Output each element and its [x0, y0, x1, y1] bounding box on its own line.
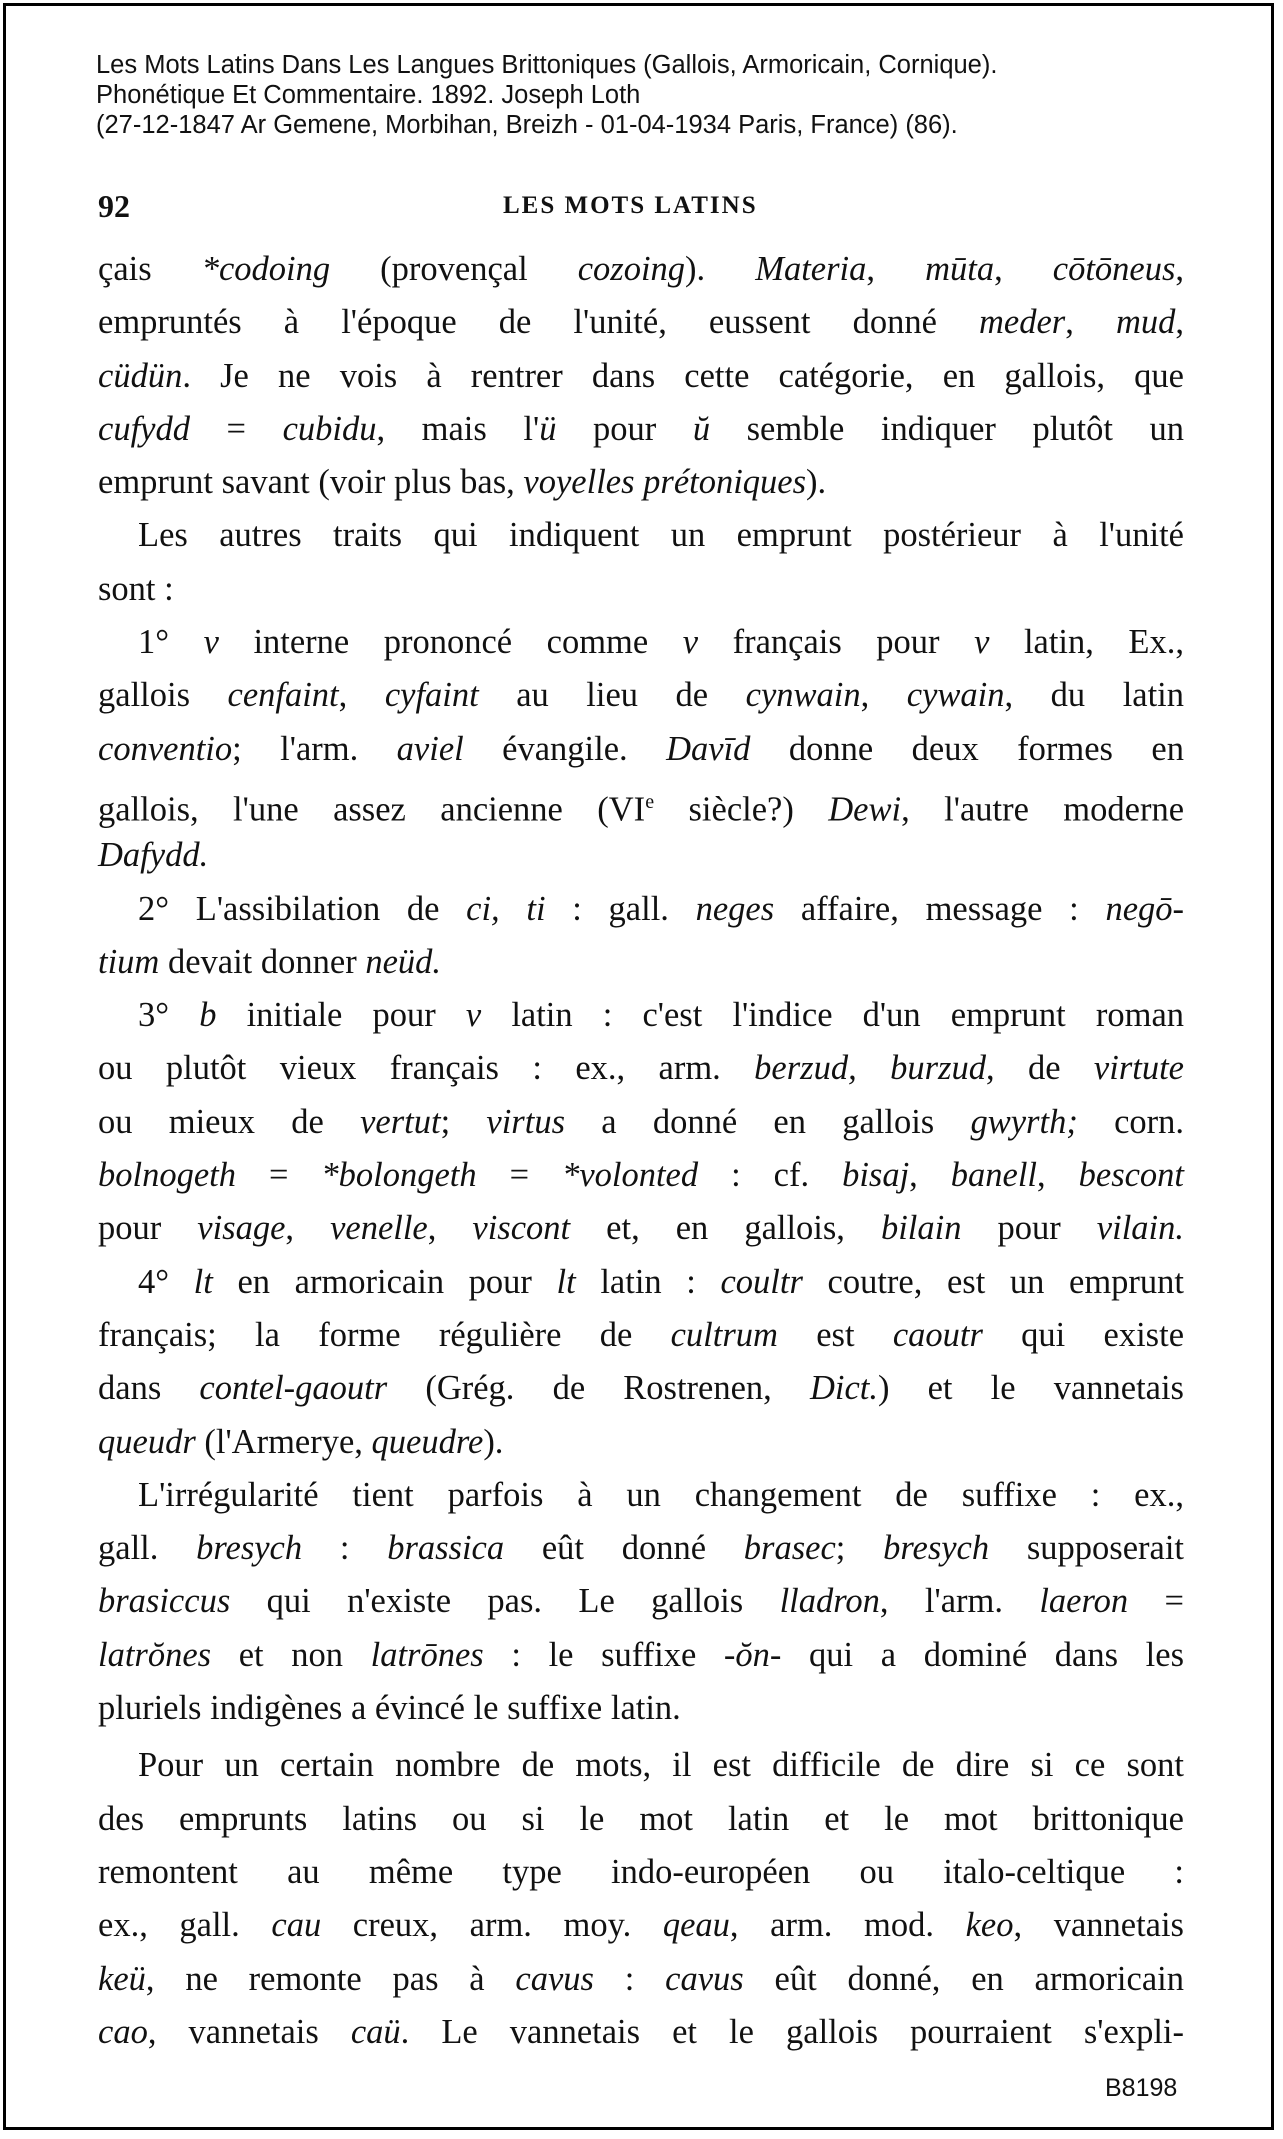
text-line: pluriels indigènes a évincé le suffixe latin.: [98, 1689, 681, 1728]
text-line: cüdün. Je ne vois à rentrer dans cette catégorie, en gallois, que: [98, 356, 1184, 395]
caption-line-1: Les Mots Latins Dans Les Langues Brittoniques (Gallois, Armoricain, Cornique).: [96, 51, 998, 79]
text-line: Pour un certain nombre de mots, il est difficile de dire si ce sont: [138, 1746, 1184, 1785]
text-line: 1° v interne prononcé comme v français pour v latin, Ex.,: [138, 623, 1184, 662]
text-line: gall. bresych : brassica eût donné brasec; bresych supposerait: [98, 1529, 1184, 1568]
text-line: Les autres traits qui indiquent un emprunt postérieur à l'unité: [138, 516, 1184, 555]
body-text: [98, 243, 1184, 2059]
caption-line-2: Phonétique Et Commentaire. 1892. Joseph Loth: [96, 81, 641, 109]
text-line: cufydd = cubidu, mais l'ü pour ŭ semble indiquer plutôt un: [98, 409, 1185, 448]
document-code: B8198: [1105, 2074, 1178, 2102]
text-line: emprunt savant (voir plus bas, voyelles prétoniques).: [98, 463, 827, 502]
text-line: ex., gall. cau creux, arm. moy. qeau, arm. mod. keo, vannetais: [98, 1906, 1184, 1945]
text-line: latrŏnes et non latrōnes : le suffixe -ŏn- qui a dominé dans les: [98, 1635, 1184, 1674]
text-line: ou mieux de vertut; virtus a donné en gallois gwyrth; corn.: [98, 1102, 1184, 1141]
text-line: bolnogeth = *bolongeth = *volonted : cf. bisaj, banell, bescont: [98, 1156, 1185, 1195]
text-line: des emprunts latins ou si le mot latin et le mot brittonique: [98, 1799, 1184, 1838]
text-line: empruntés à l'époque de l'unité, eussent donné meder, mud,: [98, 303, 1184, 342]
source-caption: [96, 50, 1216, 140]
text-line: gallois cenfaint, cyfaint au lieu de cynwain, cywain, du latin: [98, 676, 1185, 715]
text-line: remontent au même type indo-européen ou italo-celtique :: [98, 1852, 1184, 1891]
text-line: 3° b initiale pour v latin : c'est l'indice d'un emprunt roman: [138, 996, 1185, 1035]
text-line: pour visage, venelle, viscont et, en gallois, bilain pour vilain.: [98, 1209, 1184, 1248]
text-line: tium devait donner neüd.: [98, 942, 442, 981]
text-line: L'irrégularité tient parfois à un changement de suffixe : ex.,: [138, 1475, 1184, 1514]
text-line: cao, vannetais caü. Le vannetais et le gallois pourraient s'expli-: [98, 2012, 1184, 2051]
text-line: Dafydd.: [98, 836, 209, 875]
text-line: queudr (l'Armerye, queudre).: [98, 1422, 504, 1461]
page-number: 92: [98, 188, 130, 224]
text-line: keü, ne remonte pas à cavus : cavus eût donné, en armoricain: [98, 1959, 1184, 1998]
text-line: ou plutôt vieux français : ex., arm. berzud, burzud, de virtute: [98, 1049, 1184, 1088]
text-line: français; la forme régulière de cultrum est caoutr qui existe: [98, 1315, 1185, 1354]
text-line: gallois, l'une assez ancienne (VIe siècle?) Dewi, l'autre moderne: [98, 790, 1185, 829]
text-line: sont :: [98, 569, 174, 608]
text-line: 4° lt en armoricain pour lt latin : coultr coutre, est un emprunt: [138, 1262, 1185, 1301]
text-line: brasiccus qui n'existe pas. Le gallois lladron, l'arm. laeron =: [98, 1582, 1184, 1621]
text-line: conventio; l'arm. aviel évangile. Davīd donne deux formes en: [98, 729, 1184, 768]
text-line: 2° L'assibilation de ci, ti : gall. neges affaire, message : negō-: [138, 889, 1184, 928]
running-title: LES MOTS LATINS: [503, 192, 758, 219]
caption-line-3: (27-12-1847 Ar Gemene, Morbihan, Breizh - 01-04-1934 Paris, France) (86).: [96, 111, 958, 139]
running-head: [98, 188, 1188, 228]
text-line: çais *codoing (provençal cozoing). Materia, mūta, cōtōneus,: [98, 250, 1185, 288]
text-line: dans contel-gaoutr (Grég. de Rostrenen, Dict.) et le vannetais: [98, 1369, 1184, 1408]
